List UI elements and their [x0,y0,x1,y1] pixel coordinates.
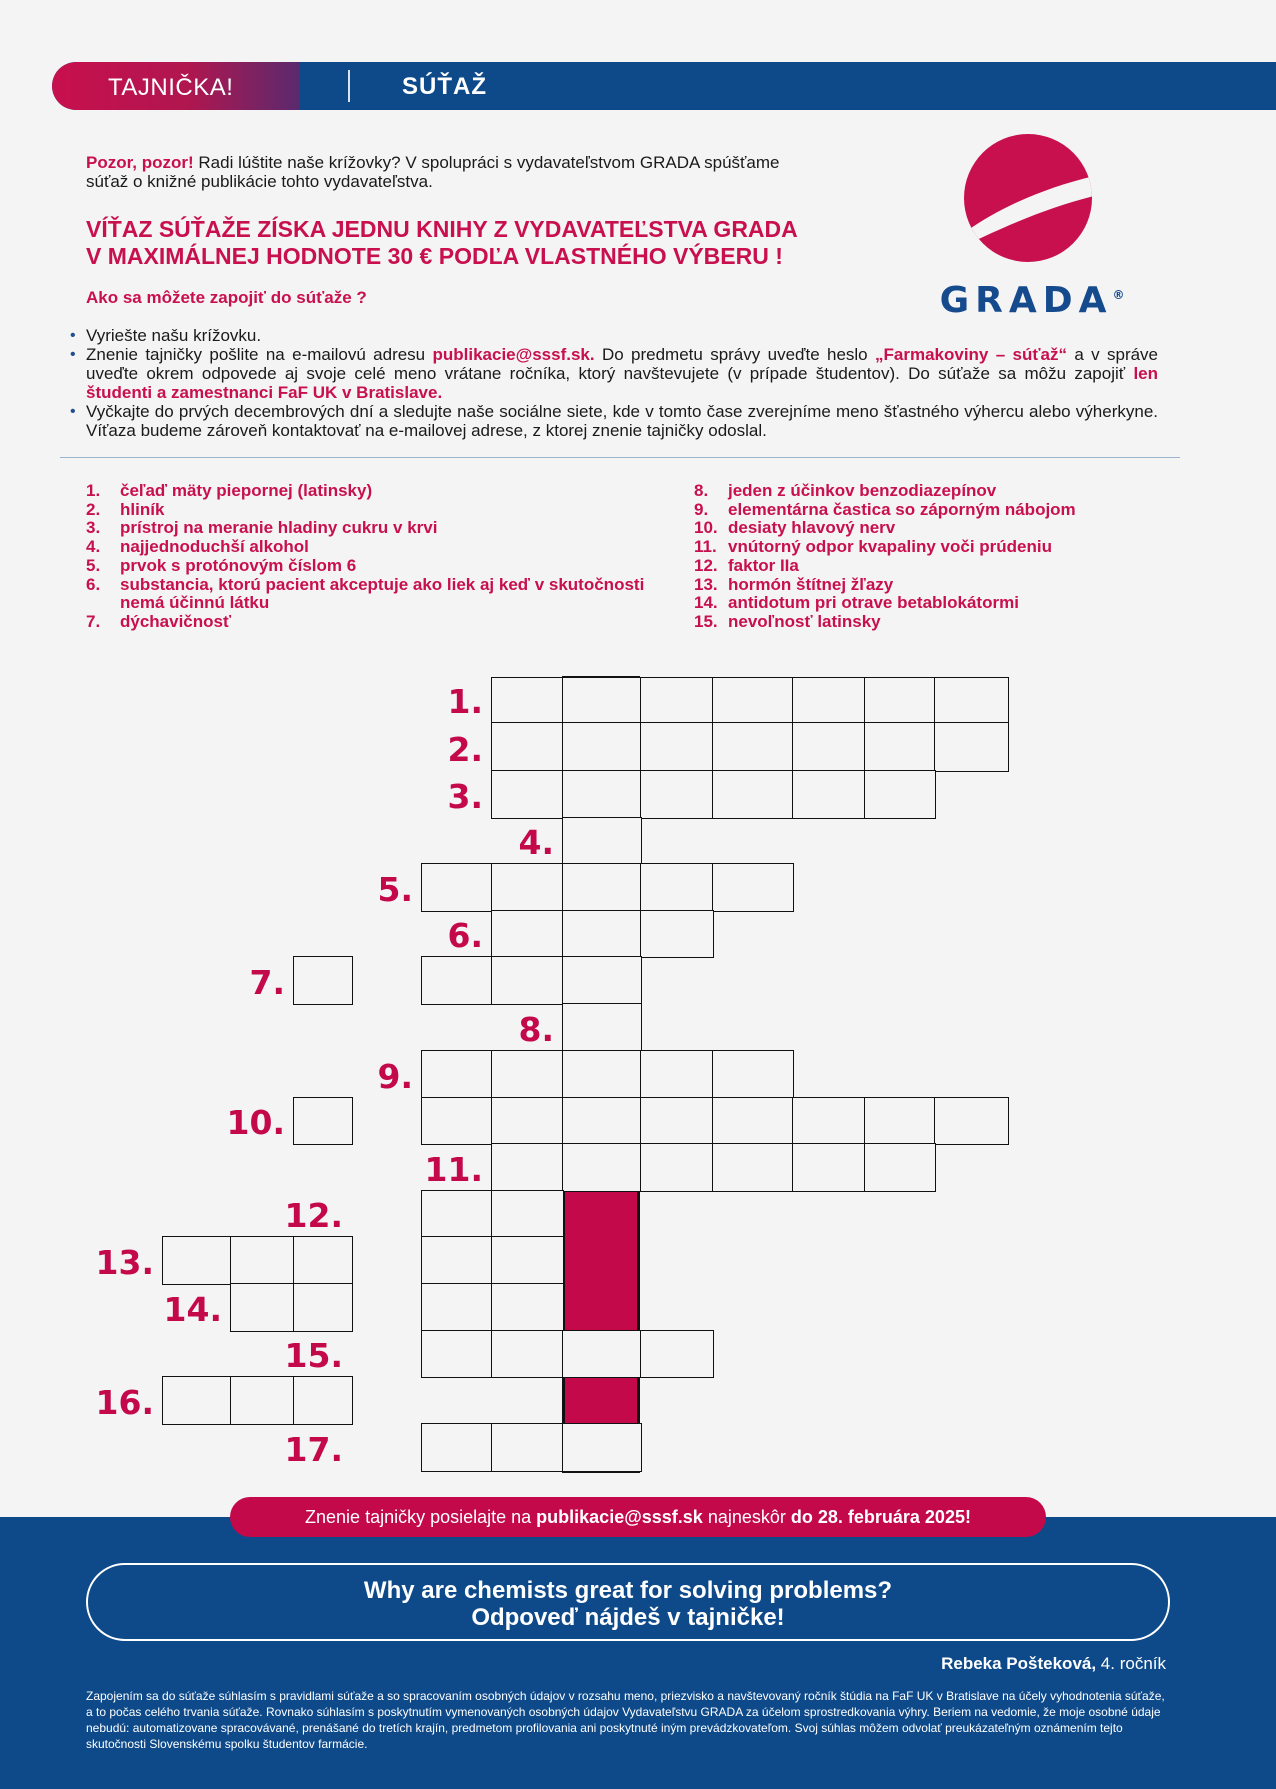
clue-item [86,519,676,538]
grada-logo-word: GRADA® [939,280,1125,321]
clue-text: elementárna častica so záporným nábojom [728,499,1076,519]
crossword-cell[interactable] [491,1190,564,1238]
crossword-cell[interactable] [792,1097,866,1145]
crossword-cell[interactable] [562,817,642,865]
intro-text [86,153,786,191]
clue-text: substancia, ktorú pacient akceptuje ako liek aj keď v skutočnosti nemá účinnú látku [120,574,645,613]
crossword-row-number: 12. [284,1196,343,1235]
clue-number: 12. [694,555,718,575]
crossword-cell[interactable] [792,722,866,772]
prize-headline-line2: V MAXIMÁLNEJ HODNOTE 30 € PODĽA VLASTNÉHO VÝBERU ! [86,243,783,269]
crossword-cell[interactable] [491,1236,564,1285]
crossword-cell[interactable] [640,1050,714,1099]
clue-number: 2. [86,499,101,519]
howto-heading: Ako sa môžete zapojiť do súťaže ? [86,288,367,307]
clue-number: 8. [694,481,709,500]
instruction-item: • Znenie tajničky pošlite na e-mailovú adresu publikacie@sssf.sk. Do predmetu správy uveďte heslo „Farmakoviny – súťaž“ a v správe uveďte okrem odpovede aj svoje celé meno vrátane ročníka, ktorý navštevujete (v prípade študentov). Do súťaže sa môžu zapojiť len študenti a zamestnanci FaF UK v Bratislave. [86,345,1158,402]
deadline-date: do 28. februára 2025! [790,1507,971,1527]
prize-headline-line1: VÍŤAZ SÚŤAŽE ZÍSKA JEDNU KNIHY Z VYDAVATEĽSTVA GRADA [86,216,798,242]
crossword-row-number: 7. [249,963,285,1002]
clue-text: čeľaď mäty piepornej (latinsky) [120,481,373,500]
instruction-item: • Vyčkajte do prvých decembrových dní a sledujte naše sociálne siete, kde v tomto čase zverejníme meno šťastného výhercu alebo výherkyne. Víťaza budeme zároveň kontaktovať na e-mailovej adrese, z ktorej znenie tajničky odoslal. [86,402,1158,440]
crossword-cell[interactable] [421,863,493,912]
crossword-cell[interactable] [640,863,714,912]
crossword-cell[interactable] [230,1236,295,1285]
crossword-cell[interactable] [421,1190,493,1238]
crossword-cell[interactable] [162,1376,232,1425]
crossword-cell[interactable] [562,863,642,912]
crossword-cell[interactable] [640,770,714,819]
crossword-cell[interactable] [792,1143,866,1192]
deadline-email-link[interactable]: publikacie@sssf.sk [536,1507,703,1527]
clue-item [86,501,676,520]
crossword-cell[interactable] [562,956,642,1005]
clue-item [86,576,676,613]
crossword-cell[interactable] [562,677,642,724]
crossword-cell[interactable] [491,910,564,958]
clue-text: nevoľnosť latinsky [728,611,881,631]
crossword-cell[interactable] [491,1143,564,1192]
crossword-row-number: 17. [284,1430,343,1469]
header-title: TAJNIČKA! [108,74,234,101]
crossword-cell[interactable] [293,1097,353,1145]
grada-logo-mark-icon [912,132,1152,280]
clue-number: 14. [694,593,718,613]
crossword-row-number: 1. [447,682,483,721]
clue-number: 9. [694,499,709,519]
clue-number: 7. [86,611,101,631]
crossword-cell[interactable] [293,1283,353,1332]
contest-keyword: „Farmakoviny – súťaž“ [875,345,1067,364]
crossword-cell[interactable] [421,1330,493,1378]
crossword-cell[interactable] [864,1097,936,1145]
instructions-list [86,326,1158,440]
clue-item [694,557,1134,576]
clue-item [86,613,676,632]
clue-number: 6. [86,574,101,594]
crossword-cell[interactable] [562,1423,642,1472]
crossword-row-number: 9. [377,1057,413,1096]
crossword-cell[interactable] [293,956,353,1005]
crossword-cell[interactable] [491,1283,564,1332]
clue-text: hliník [120,499,165,519]
crossword-cell[interactable] [562,770,642,819]
crossword-cell[interactable] [712,722,794,772]
header-divider [348,70,350,102]
crossword-row-number: 3. [447,777,483,816]
crossword-cell[interactable] [562,1097,642,1145]
riddle-question: Why are chemists great for solving problems? [363,1577,893,1604]
crossword-cell[interactable] [712,677,794,724]
eligibility-note: len študenti a zamestnanci FaF UK v Bratislave. [86,364,1158,402]
crossword-row-number: 10. [226,1103,285,1142]
crossword-cell[interactable] [562,722,642,772]
crossword-cell[interactable] [934,722,1009,772]
crossword-cell[interactable] [712,1050,794,1099]
crossword-cell[interactable] [491,863,564,912]
crossword-cell[interactable] [293,1236,353,1285]
clue-number: 5. [86,555,101,575]
clue-item [694,594,1134,613]
crossword-cell[interactable] [712,863,794,912]
crossword-row-number: 6. [447,916,483,955]
crossword-cell[interactable] [562,1330,642,1378]
instruction-item: • Vyriešte našu krížovku. [86,326,1158,345]
crossword-cell[interactable] [491,770,564,819]
crossword-row-number: 4. [518,823,554,862]
crossword-cell[interactable] [162,1236,232,1285]
crossword-row-number: 13. [95,1243,154,1282]
clue-text: vnútorný odpor kvapaliny voči prúdeniu [728,537,1052,557]
crossword-cell[interactable] [293,1376,353,1425]
clues-list-left [86,482,676,632]
clue-number: 4. [86,537,101,557]
header-bar [52,62,1276,110]
crossword-row-number: 8. [518,1010,554,1049]
clue-item [694,519,1134,538]
clue-text: faktor IIa [728,555,799,575]
crossword-cell[interactable] [421,1283,493,1332]
clue-text: prvok s protónovým číslom 6 [120,555,357,575]
crossword-row-number: 14. [163,1290,222,1329]
crossword-cell[interactable] [934,1097,1009,1145]
clue-text: jeden z účinkov benzodiazepínov [728,481,997,500]
crossword-cell[interactable] [640,1330,714,1378]
contest-email-link[interactable]: publikacie@sssf.sk. [432,345,595,364]
clue-text: dýchavičnosť [120,611,232,631]
crossword-cell[interactable] [491,1050,564,1099]
crossword-cell[interactable] [491,1097,564,1145]
clue-item [86,538,676,557]
crossword-cell[interactable] [864,677,936,724]
clue-item [86,557,676,576]
clue-number: 11. [694,537,717,557]
crossword-cell[interactable] [712,1097,794,1145]
crossword-cell[interactable] [230,1376,295,1425]
crossword-cell[interactable] [640,1097,714,1145]
clue-item [694,501,1134,520]
crossword-cell[interactable] [864,1143,936,1192]
clue-text: najjednoduchší alkohol [120,537,309,557]
clue-text: hormón štítnej žľazy [728,574,894,594]
crossword-cell[interactable] [491,1423,564,1472]
crossword-cell[interactable] [934,677,1009,724]
clue-text: antidotum pri otrave betablokátormi [728,593,1019,613]
clue-text: desiaty hlavový nerv [728,518,896,538]
legal-consent: Zapojením sa do súťaže súhlasím s pravidlami súťaže a so spracovaním osobných údajov v rozsahu meno, priezvisko a navštevovaný ročník štúdia na FaF UK v Bratislave na účely vyhodnotenia súťaže, a to počas celého trvania súťaže. Rovnako súhlasím s poskytnutím vymenovaných osobných údajov Vydavateľstvu GRADA za účelom sprostredkovania výhry. Beriem na vedomie, že moje osobné údaje nebudú: automatizovane spracovávané, prenášané do tretích krajín, predmetom profilovania ani poskytnuté iným prevádzkovateľom. Svoj súhlas môžem odvolať preukázateľným oznámením tejto skutočnosti Slovenskému spolku študentov farmácie. [86,1689,1165,1751]
section-separator [60,457,1180,458]
crossword-cell[interactable] [864,770,936,819]
crossword-cell[interactable] [491,677,564,724]
crossword-row-number: 15. [284,1336,343,1375]
deadline-banner: Znenie tajničky posielajte na publikacie@sssf.sk najneskôr do 28. februára 2025! [230,1497,1046,1537]
crossword-cell[interactable] [230,1283,295,1332]
clue-number: 10. [694,518,718,538]
prize-headline [86,216,846,270]
crossword-cell[interactable] [421,1097,493,1145]
clue-number: 3. [86,518,101,538]
clue-item [694,576,1134,595]
header-section: SÚŤAŽ [402,73,487,100]
crossword-cell[interactable] [712,770,794,819]
clue-item [694,613,1134,632]
crossword-cell[interactable] [562,1003,642,1052]
crossword-cell[interactable] [640,722,714,772]
crossword-row-number: 16. [95,1383,154,1422]
crossword-cell[interactable] [491,1330,564,1378]
crossword-cell[interactable] [792,770,866,819]
crossword-cell[interactable] [864,722,936,772]
crossword-cell[interactable] [421,1423,493,1472]
crossword-cell[interactable] [421,1236,493,1285]
crossword-cell[interactable] [792,677,866,724]
crossword-row-number: 11. [424,1150,483,1189]
crossword-cell[interactable] [562,1050,642,1099]
clues-list-right [694,482,1134,632]
crossword-cell[interactable] [712,1143,794,1192]
clue-number: 15. [694,611,718,631]
clue-item [694,538,1134,557]
clue-number: 1. [86,481,101,500]
intro-body: Radi lúštite naše krížovky? V spolupráci s vydavateľstvom GRADA spúšťame súťaž o knižné publikácie tohto vydavateľstva. [86,153,780,191]
clue-item [86,482,676,501]
intro-lead: Pozor, pozor! [86,153,194,172]
grada-logo [912,132,1152,321]
crossword-cell[interactable] [562,910,642,958]
crossword-row-number: 2. [447,730,483,769]
clue-text: prístroj na meranie hladiny cukru v krvi [120,518,438,538]
crossword-cell[interactable] [491,722,564,772]
crossword-cell[interactable] [562,1143,642,1192]
crossword-cell[interactable] [640,910,714,958]
clue-number: 13. [694,574,718,594]
clue-item [694,482,1134,501]
riddle-hint: Odpoveď nájdeš v tajničke! [471,1604,785,1631]
crossword-cell[interactable] [640,1143,714,1192]
crossword-cell[interactable] [491,956,564,1005]
crossword-cell[interactable] [421,1050,493,1099]
crossword-cell[interactable] [421,956,493,1005]
crossword-row-number: 5. [377,870,413,909]
crossword-cell[interactable] [640,677,714,724]
author-credit: Rebeka Pošteková, 4. ročník [941,1654,1166,1673]
riddle-box [86,1563,1170,1641]
